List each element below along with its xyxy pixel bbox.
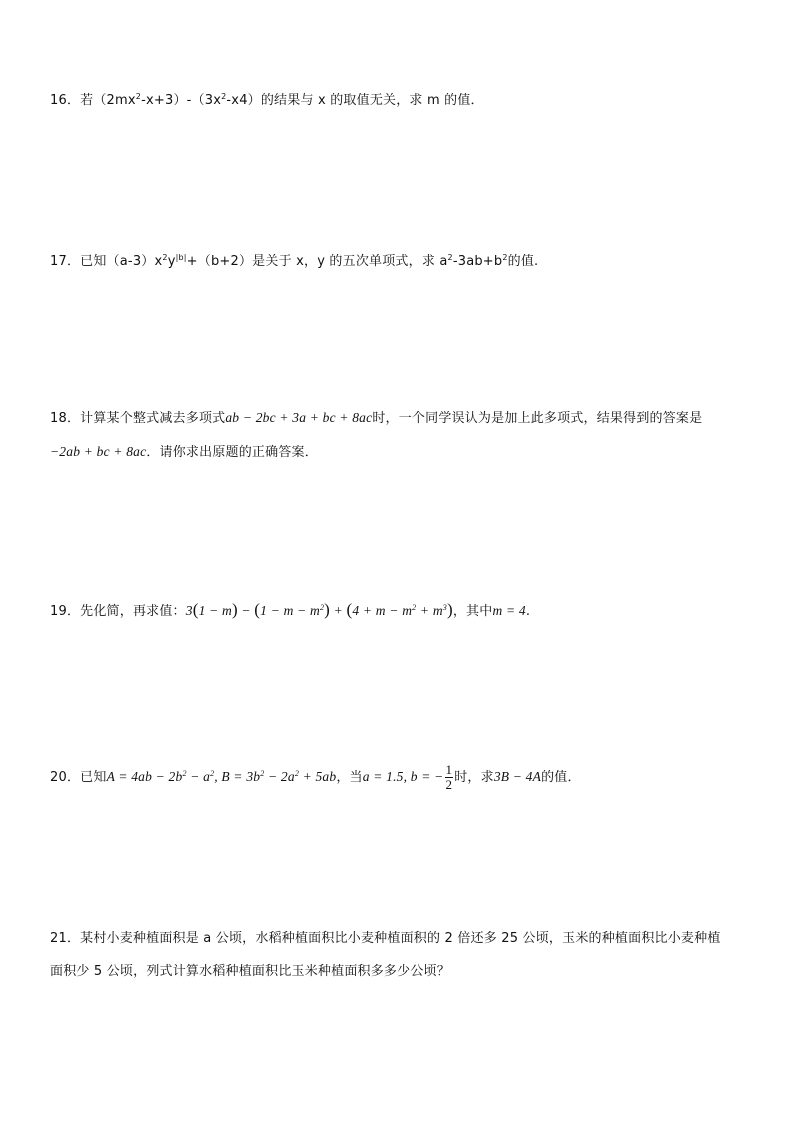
question-number: 20． [50, 770, 81, 785]
question-line-1: 21．某村小麦种植面积是 a 公顷，水稻种植面积比小麦种植面积的 2 倍还多 25 公顷，玉米的种植面积比小麦种植 [50, 931, 721, 946]
question-line-1: 18．计算某个整式减去多项式ab − 2bc + 3a + bc + 8ac时，一个同学误认为是加上此多项式，结果得到的答案是 [50, 410, 703, 426]
question-number: 16． [50, 93, 81, 108]
target-expression: 3B − 4A [493, 769, 542, 784]
simplify-expression: $3(1 - m) - (1 - m - m^2) + (4 + m - m^2 + m^3)$ [185, 600, 453, 619]
question-16 [50, 84, 734, 117]
answer-expression: −2ab + bc + 8ac [50, 444, 147, 459]
question-line-2: −2ab + bc + 8ac．请你求出原题的正确答案． [50, 444, 318, 460]
question-line-2: 面积少 5 公顷，列式计算水稻种植面积比玉米种植面积多多少公顷？ [50, 964, 450, 979]
definition-expression: $A = 4ab - 2b^2 - a^2$, $B = 3b^2 - 2a^2 + 5ab$ [106, 769, 337, 784]
question-number: 19． [50, 604, 81, 619]
question-text: 若$(2mx^2-x+3)-(3x^2-x4)$的结果与 x 的取值无关，求 m 的值． [80, 92, 484, 108]
question-20: 20．已知$A = 4ab - 2b^2 - a^2$, $B = 3b^2 - 2a^2 + 5ab$，当a = 1.5, b = − $\frac{1}{2}$ 时，求3B − 4A的值． [50, 762, 581, 792]
question-text: 已知$(a-3)x^2y^{|b|}+(b+2)$是关于 x，y 的五次单项式，求 $a^2-3ab+b^2$的值. [80, 253, 539, 269]
question-19: 19．先化简，再求值：$3(1 - m) - (1 - m - m^2) + (4 + m - m^2 + m^3)$，其中m = 4. [50, 600, 531, 619]
question-21 [50, 922, 734, 988]
polynomial-expression: ab − 2bc + 3a + bc + 8ac [225, 410, 373, 425]
question-17 [50, 245, 734, 278]
question-number: 17． [50, 254, 81, 269]
question-18 [50, 401, 734, 469]
condition-expression: m = 4 [492, 603, 526, 618]
condition-expression: a = 1.5, b = − [362, 769, 444, 784]
question-number: 18． [50, 411, 81, 426]
question-number: 21． [50, 931, 81, 946]
fraction-one-half: $\frac{1}{2}$ [445, 762, 453, 792]
